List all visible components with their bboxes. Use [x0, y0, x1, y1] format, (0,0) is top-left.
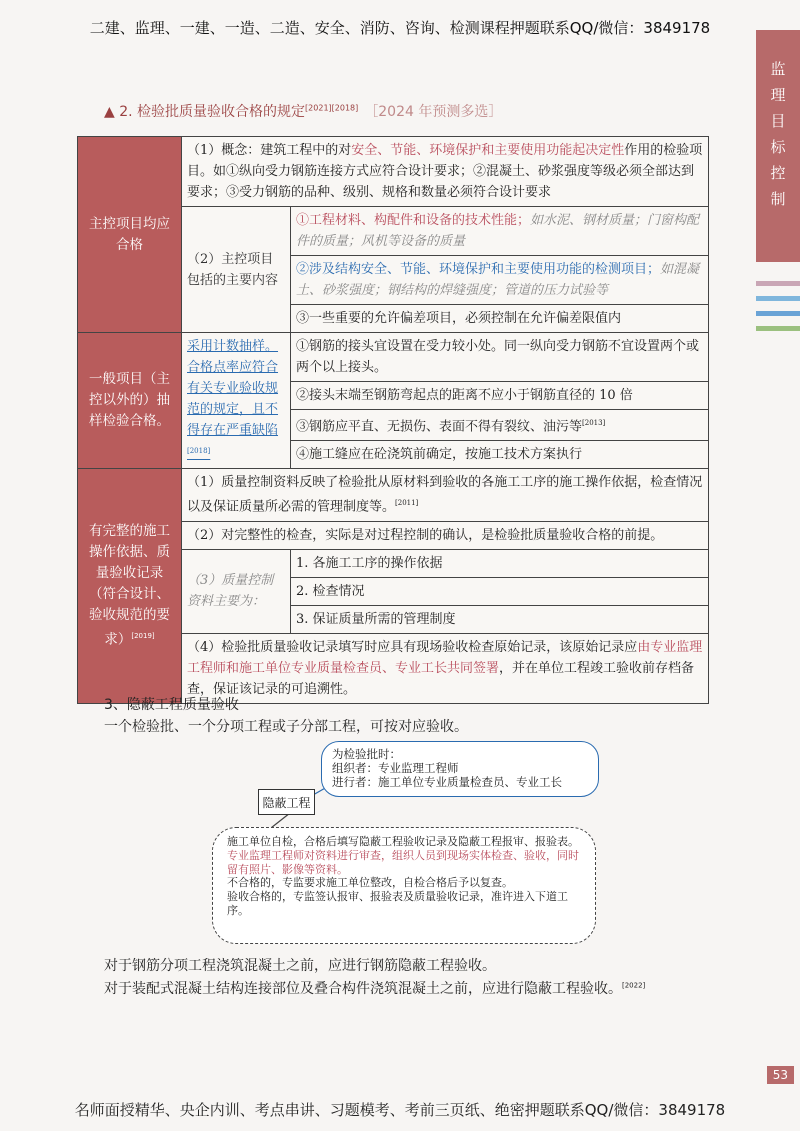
item-detail: 如混凝土、砂浆强度；钢结构的焊缝强度；管道的压力试验等: [296, 262, 700, 298]
bubble-line: 不合格的，专监要求施工单位整改，自检合格后予以复查。: [227, 876, 513, 890]
concept-text: 作用的检验项目。如①纵向受力钢筋连接方式应符合设计要求；②混凝土、砂浆强度等级必须全部达到要求；③受力钢筋的品种、级别、规格和数量必须符合设计要求: [187, 143, 703, 200]
item-text: （1）质量控制资料反映了检验批从原材料到验收的各施工工序的施工操作依据，检查情况以及保证质量所必需的管理制度等。: [187, 475, 703, 515]
rule-text: 对于装配式混凝土结构连接部位及叠合构件浇筑混凝土之前，应进行隐蔽工程验收。: [104, 981, 622, 997]
year-citation: [2021][2018]: [305, 103, 359, 113]
prefab-hidden-rule: [104, 978, 645, 998]
year-citation: [2011]: [395, 499, 419, 508]
side-tab-char: 标: [770, 138, 786, 156]
item-text: ③钢筋应平直、无损伤、表面不得有裂纹、油污等: [296, 419, 583, 435]
organizer-bubble: [321, 741, 599, 797]
item-text: ，并在单位工程竣工验收前存档备查，保证该记录的可追溯性。: [187, 660, 695, 697]
sampling-text: 采用计数抽样。合格点率应符合有关专业验收规范的规定，且不得存在严重缺陷: [187, 339, 279, 438]
hidden-works-box: 隐蔽工程: [258, 789, 315, 815]
item-head: ①工程材料、构配件和设备的技术性能；: [296, 213, 531, 228]
page-number: 53: [767, 1066, 794, 1084]
page-footer: 名师面授精华、央企内训、考点串讲、习题模考、考前三页纸、绝密押题联系QQ/微信：3849178: [74, 1101, 726, 1119]
concept-text: （1）概念：建筑工程中的对: [187, 143, 352, 158]
bubble-line: 验收合格的，专监签认报审、报验表及质量验收记录，准许进入下道工序。: [227, 890, 568, 917]
hidden-works-heading: 3、隐蔽工程质量验收: [104, 697, 239, 713]
qc-materials-label: （3）质量控制资料主要为：: [182, 549, 291, 633]
item-text: （4）检验批质量验收记录填写时应具有现场验收检查原始记录，该原始记录应: [187, 639, 638, 655]
list-item: 1. 各施工工序的操作依据: [291, 549, 709, 577]
category-general: 一般项目（主控以外的）抽样检验合格。: [78, 333, 182, 469]
forecast-tag: ［2024 年预测多选］: [364, 104, 503, 120]
year-citation: [2022]: [622, 981, 646, 990]
category-main-control: 主控项目均应合格: [78, 137, 182, 333]
year-citation: [2019]: [131, 632, 155, 641]
list-item: ④施工缝应在砼浇筑前确定，按施工技术方案执行: [291, 441, 709, 469]
main-content-label: （2）主控项目包括的主要内容: [182, 207, 291, 333]
item-detail: 如水泥、钢材质量；门窗构配件的质量；风机等设备的质量: [296, 213, 700, 249]
year-citation: [2018]: [187, 447, 211, 455]
list-item: 3. 保证质量所需的管理制度: [291, 605, 709, 633]
page-header: 二建、监理、一建、一造、二造、安全、消防、咨询、检测课程押题联系QQ/微信：3849178: [89, 19, 711, 37]
list-item: ③一些重要的允许偏差项目，必须控制在允许偏差限值内: [291, 305, 709, 333]
procedure-bubble: [212, 827, 596, 944]
section-title-text: 2. 检验批质量验收合格的规定: [119, 104, 306, 120]
list-item: ①钢筋的接头宜设置在受力较小处。同一纵向受力钢筋不宜设置两个或两个以上接头。: [291, 333, 709, 382]
list-item: （2）对完整性的检查，实际是对过程控制的确认，是检验批质量验收合格的前提。: [182, 521, 709, 549]
side-tab-char: 制: [770, 190, 786, 208]
item-highlight: 由专业监理工程师和施工单位专业质量检查员、专业工长共同签署: [187, 639, 703, 676]
side-tab-char: 控: [770, 164, 786, 182]
item-head: ②涉及结构安全、节能、环境保护和主要使用功能的检测项目；: [296, 262, 661, 277]
side-tab-char: 理: [770, 86, 786, 104]
side-tab-char: 目: [770, 112, 786, 130]
list-item: 2. 检查情况: [291, 577, 709, 605]
year-citation: [2013]: [582, 419, 606, 427]
side-tab-char: 监: [770, 60, 786, 78]
category-text: 有完整的施工操作依据、质量验收记录（符合设计、验收规范的要求）: [89, 523, 170, 648]
bubble-line: 进行者：施工单位专业质量检查员、专业工长: [332, 775, 562, 789]
bubble-line: 施工单位自检，合格后填写隐蔽工程验收记录及隐蔽工程报审、报验表。: [227, 835, 579, 848]
hidden-works-intro: 一个检验批、一个分项工程或子分部工程，可按对应验收。: [104, 719, 468, 735]
concept-highlight: 安全、节能、环境保护和主要使用功能起决定性: [351, 143, 625, 158]
list-item: ②接头末端至钢筋弯起点的距离不应小于钢筋直径的 10 倍: [291, 382, 709, 410]
rebar-hidden-rule: 对于钢筋分项工程浇筑混凝土之前，应进行钢筋隐蔽工程验收。: [104, 958, 496, 974]
bubble-line: 专业监理工程师对资料进行审查，组织人员到现场实体检查、验收，同时留有照片、影像等资料。: [227, 848, 579, 876]
bubble-line: 组织者：专业监理工程师: [332, 761, 459, 775]
triangle-icon: ▲: [104, 104, 115, 120]
bubble-line: 为检验批时：: [332, 747, 401, 761]
